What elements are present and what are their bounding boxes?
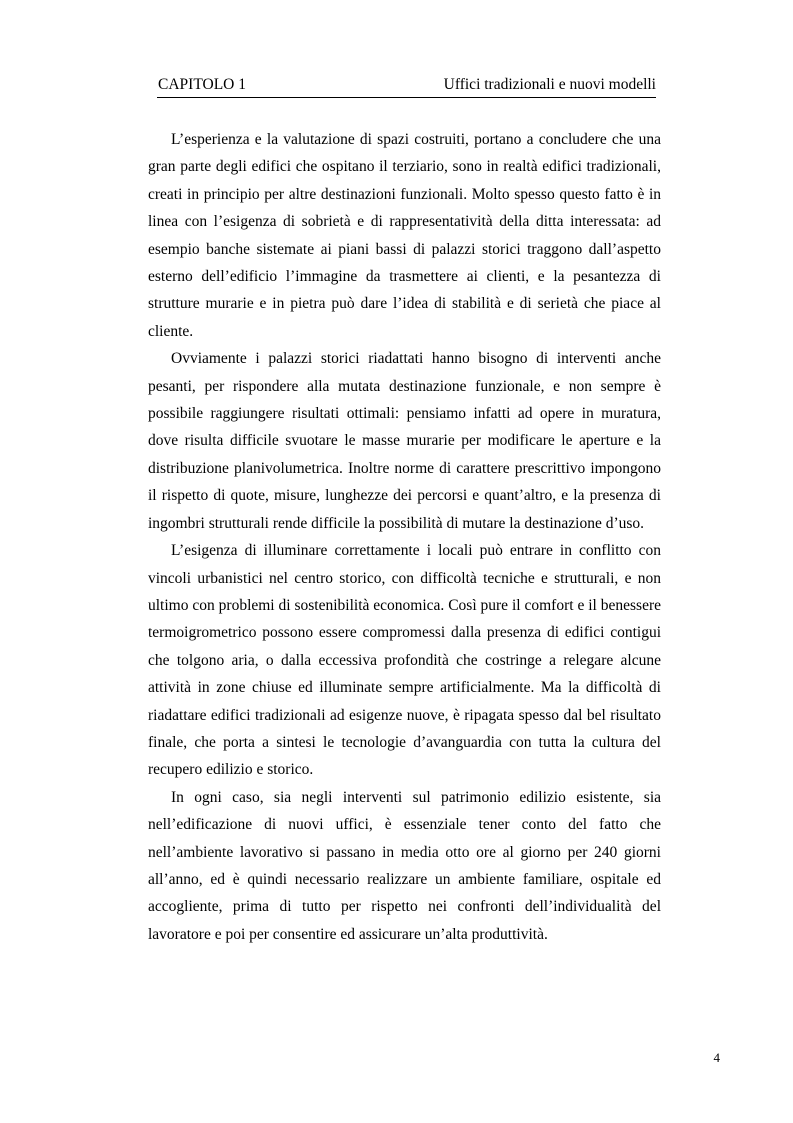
chapter-label: CAPITOLO 1	[158, 76, 246, 93]
body-text	[148, 126, 661, 948]
page-number: 4	[713, 1050, 720, 1065]
paragraph: L’esigenza di illuminare correttamente i locali può entrare in conflitto con vincoli urbanistici nel centro storico, con difficoltà tecniche e strutturali, e non ultimo con problemi di sostenibilità economica. Così pure il comfort e il benessere termoigrometrico possono essere compromessi dalla presenza di edifici contigui che tolgono aria, o dalla eccessiva profondità che costringe a relegare alcune attività in zone chiuse ed illuminate sempre artificialmente. Ma la difficoltà di riadattare edifici tradizionali ad esigenze nuove, è ripagata spesso dal bel risultato finale, che porta a sintesi le tecnologie d’avanguardia con tutta la cultura del recupero edilizio e storico.	[148, 542, 661, 779]
paragraph: In ogni caso, sia negli interventi sul patrimonio edilizio esistente, sia nell’edificazione di nuovi uffici, è essenziale tener conto del fatto che nell’ambiente lavorativo si passano in media otto ore al giorno per 240 giorni all’anno, ed è quindi necessario realizzare un ambiente familiare, ospitale ed accogliente, prima di tutto per rispetto nei confronti dell’individualità del lavoratore e poi per consentire ed assicurare un’alta produttività.	[148, 788, 661, 943]
running-header	[157, 75, 656, 98]
paragraph: Ovviamente i palazzi storici riadattati hanno bisogno di interventi anche pesanti, per rispondere alla mutata destinazione funzionale, e non sempre è possibile raggiungere risultati ottimali: pensiamo infatti ad opere in muratura, dove risulta difficile svuotare le masse murarie per modificare le aperture e la distribuzione planivolumetrica. Inoltre norme di carattere prescrittivo impongono il rispetto di quote, misure, lunghezze dei percorsi e quant’altro, e la presenza di ingombri strutturali rende difficile la possibilità di mutare la destinazione d’uso.	[148, 350, 661, 532]
section-title: Uffici tradizionali e nuovi modelli	[443, 76, 656, 93]
paragraph: L’esperienza e la valutazione di spazi costruiti, portano a concludere che una gran parte degli edifici che ospitano il terziario, sono in realtà edifici tradizionali, creati in principio per altre destinazioni funzionali. Molto spesso questo fatto è in linea con l’esigenza di sobrietà e di rappresentatività della ditta interessata: ad esempio banche sistemate ai piani bassi di palazzi storici traggono dall’aspetto esterno dell’edificio l’immagine da trasmettere ai clienti, e la pesantezza di strutture murarie e in pietra può dare l’idea di stabilità e di serietà che piace al cliente.	[148, 131, 661, 340]
